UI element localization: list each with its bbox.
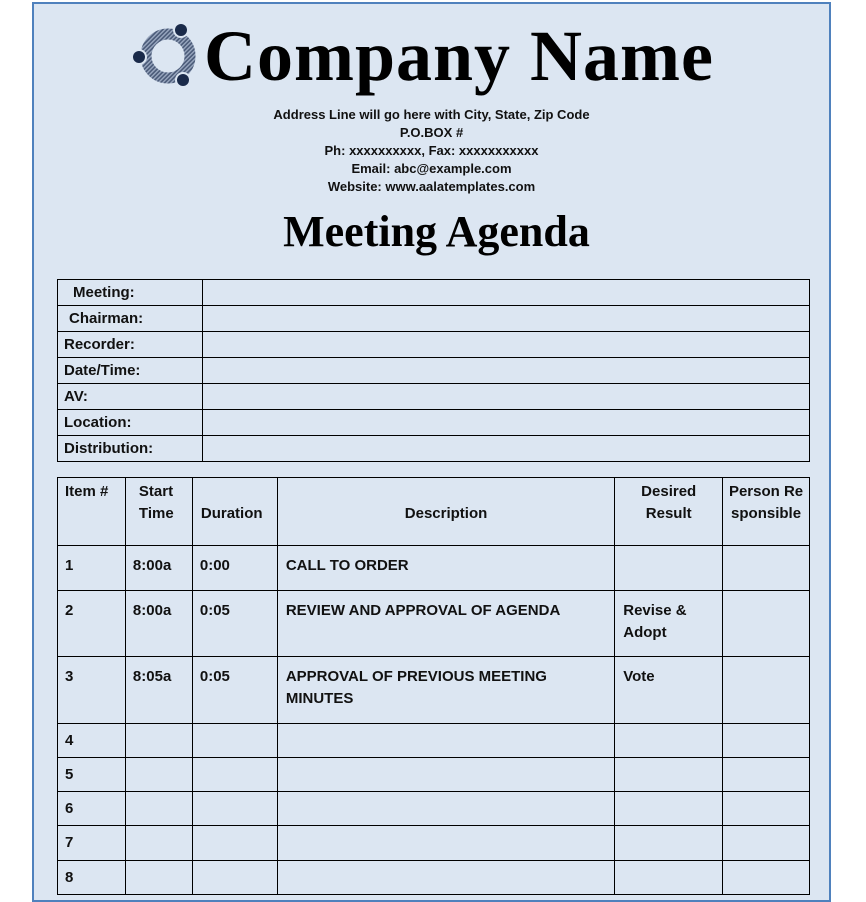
info-row-recorder <box>58 332 810 358</box>
agenda-person-responsible[interactable] <box>723 792 810 826</box>
info-label: Recorder: <box>58 332 203 358</box>
agenda-duration[interactable] <box>192 724 277 758</box>
agenda-row <box>58 826 810 861</box>
document-title: Meeting Agenda <box>283 207 590 256</box>
agenda-desired-result[interactable] <box>615 861 723 895</box>
info-row-datetime <box>58 358 810 384</box>
info-value-field[interactable] <box>203 436 810 462</box>
agenda-desired-result[interactable]: Revise & Adopt <box>615 591 723 657</box>
agenda-duration[interactable] <box>192 826 277 861</box>
agenda-person-responsible[interactable] <box>723 826 810 861</box>
agenda-item-number[interactable]: 2 <box>58 591 126 657</box>
agenda-item-number[interactable]: 3 <box>58 657 126 724</box>
agenda-desired-result[interactable]: Vote <box>615 657 723 724</box>
col-header-desired-result: Desired Result <box>615 478 723 546</box>
info-label: Date/Time: <box>58 358 203 384</box>
info-label: Distribution: <box>58 436 203 462</box>
info-row-chairman <box>58 306 810 332</box>
agenda-person-responsible[interactable] <box>723 724 810 758</box>
email-line: Email: abc@example.com <box>351 161 512 176</box>
meeting-info-table <box>57 279 810 462</box>
agenda-description[interactable]: APPROVAL OF PREVIOUS MEETING MINUTES <box>277 657 614 724</box>
agenda-item-number[interactable]: 7 <box>58 826 126 861</box>
agenda-description[interactable]: CALL TO ORDER <box>277 546 614 591</box>
agenda-row <box>58 657 810 724</box>
agenda-description[interactable] <box>277 826 614 861</box>
agenda-start-time[interactable] <box>125 724 192 758</box>
info-row-meeting <box>58 280 810 306</box>
agenda-duration[interactable] <box>192 861 277 895</box>
company-name: Company Name <box>204 16 714 96</box>
agenda-start-time[interactable] <box>125 758 192 792</box>
agenda-row <box>58 861 810 895</box>
agenda-desired-result[interactable] <box>615 546 723 591</box>
agenda-table <box>57 477 810 895</box>
agenda-row <box>58 724 810 758</box>
info-value-field[interactable] <box>203 280 810 306</box>
agenda-desired-result[interactable] <box>615 724 723 758</box>
agenda-person-responsible[interactable] <box>723 861 810 895</box>
info-value-field[interactable] <box>203 384 810 410</box>
agenda-item-number[interactable]: 4 <box>58 724 126 758</box>
agenda-description[interactable] <box>277 758 614 792</box>
agenda-duration[interactable] <box>192 792 277 826</box>
agenda-duration[interactable]: 0:00 <box>192 546 277 591</box>
agenda-duration[interactable]: 0:05 <box>192 591 277 657</box>
agenda-start-time[interactable]: 8:00a <box>125 546 192 591</box>
agenda-start-time[interactable] <box>125 792 192 826</box>
po-box-line: P.O.BOX # <box>399 125 464 140</box>
agenda-description[interactable] <box>277 724 614 758</box>
info-row-av <box>58 384 810 410</box>
agenda-row <box>58 591 810 657</box>
agenda-description[interactable] <box>277 792 614 826</box>
agenda-person-responsible[interactable] <box>723 546 810 591</box>
agenda-desired-result[interactable] <box>615 758 723 792</box>
agenda-header-row <box>58 478 810 546</box>
agenda-person-responsible[interactable] <box>723 758 810 792</box>
info-value-field[interactable] <box>203 358 810 384</box>
agenda-description[interactable]: REVIEW AND APPROVAL OF AGENDA <box>277 591 614 657</box>
agenda-description[interactable] <box>277 861 614 895</box>
website-line: Website: www.aalatemplates.com <box>327 179 536 194</box>
col-header-start-time: Start Time <box>125 478 192 546</box>
col-header-person-responsible: Person Responsible <box>723 478 810 546</box>
agenda-item-number[interactable]: 6 <box>58 792 126 826</box>
info-value-field[interactable] <box>203 306 810 332</box>
agenda-row <box>58 792 810 826</box>
agenda-item-number[interactable]: 5 <box>58 758 126 792</box>
info-label: Meeting: <box>58 280 203 306</box>
agenda-start-time[interactable] <box>125 826 192 861</box>
agenda-desired-result[interactable] <box>615 826 723 861</box>
info-label: Location: <box>58 410 203 436</box>
agenda-person-responsible[interactable] <box>723 657 810 724</box>
agenda-item-number[interactable]: 8 <box>58 861 126 895</box>
agenda-start-time[interactable] <box>125 861 192 895</box>
agenda-row <box>58 546 810 591</box>
info-label: Chairman: <box>58 306 203 332</box>
info-row-location <box>58 410 810 436</box>
col-header-description: Description <box>277 478 614 546</box>
agenda-page <box>32 2 831 902</box>
col-header-duration: Duration <box>192 478 277 546</box>
agenda-row <box>58 758 810 792</box>
agenda-desired-result[interactable] <box>615 792 723 826</box>
agenda-start-time[interactable]: 8:00a <box>125 591 192 657</box>
company-address <box>34 106 829 196</box>
info-row-distribution <box>58 436 810 462</box>
phone-fax-line: Ph: xxxxxxxxxx, Fax: xxxxxxxxxxx <box>324 143 539 158</box>
agenda-person-responsible[interactable] <box>723 591 810 657</box>
info-value-field[interactable] <box>203 410 810 436</box>
agenda-item-number[interactable]: 1 <box>58 546 126 591</box>
agenda-duration[interactable]: 0:05 <box>192 657 277 724</box>
address-line: Address Line will go here with City, State, Zip Code <box>273 107 590 122</box>
agenda-duration[interactable] <box>192 758 277 792</box>
ring-logo-icon <box>131 20 201 90</box>
info-value-field[interactable] <box>203 332 810 358</box>
agenda-start-time[interactable]: 8:05a <box>125 657 192 724</box>
info-label: AV: <box>58 384 203 410</box>
col-header-item: Item # <box>58 478 126 546</box>
